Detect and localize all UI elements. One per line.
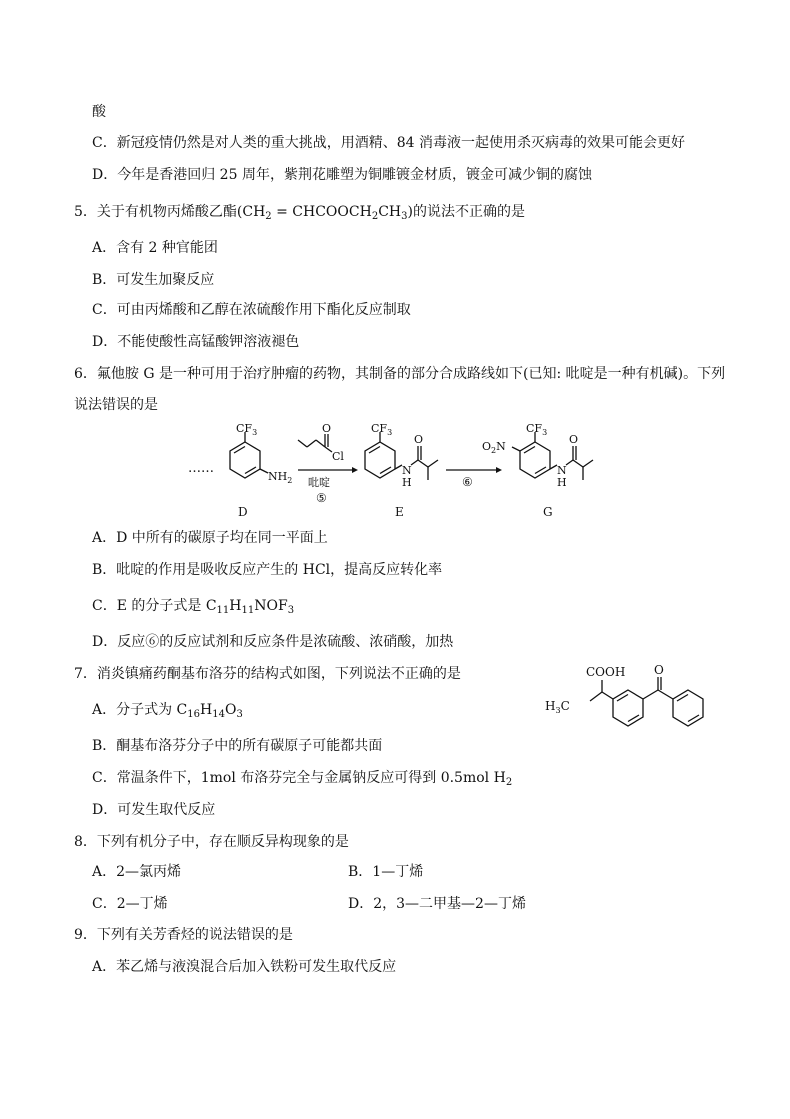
- e-n-label: N: [402, 464, 412, 477]
- q6-option-c: C．E 的分子式是 $C_{11}H_{11}NOF_3$: [92, 598, 295, 616]
- compound-g-structure: [512, 432, 593, 480]
- scheme-dots: ……: [188, 461, 214, 476]
- arrow-6-step-label: ⑥: [462, 475, 473, 489]
- q8-option-c: C．2—丁烯: [92, 896, 168, 912]
- q4-option-d: D．今年是香港回归 25 周年，紫荆花雕塑为铜雕镀金材质，镀金可减少铜的腐蚀: [92, 167, 592, 183]
- q5-option-c: C．可由丙烯酸和乙醇在浓硫酸作用下酯化反应制取: [92, 302, 411, 318]
- q7-option-a: A．分子式为 $C_{16}H_{14}O_3$: [92, 702, 243, 720]
- e-h-label: H: [402, 476, 412, 489]
- arrow-5-reagent-label: 吡啶: [308, 476, 330, 489]
- q7-option-d: D．可发生取代反应: [92, 802, 216, 818]
- g-no2-label: $O_2N$: [482, 440, 506, 455]
- g-o-label: O: [569, 433, 579, 446]
- q4-option-c: C．新冠疫情仍然是对人类的重大挑战，用酒精、84 消毒液一起使用杀灭病毒的效果可能会更好: [92, 135, 685, 151]
- cooh-label: COOH: [586, 665, 626, 679]
- e-o-label: O: [414, 433, 424, 446]
- d-cf3-label: $CF_3$: [236, 422, 258, 437]
- q5-option-d: D．不能使酸性高锰酸钾溶液褪色: [92, 334, 300, 350]
- q6-option-a: A．D 中所有的碳原子均在同一平面上: [92, 530, 328, 546]
- e-cf3-label: $CF_3$: [371, 422, 393, 437]
- g-h-label: H: [557, 476, 567, 489]
- q9-option-a: A．苯乙烯与液溴混合后加入铁粉可发生取代反应: [92, 959, 397, 975]
- q7-option-c: C．常温条件下，1mol 布洛芬完全与金属钠反应可得到 0.5mol $H_2$: [92, 770, 513, 788]
- q6-option-d: D．反应⑥的反应试剂和反应条件是浓硫酸、浓硝酸，加热: [92, 634, 454, 650]
- ketone-o-label: O: [654, 663, 664, 677]
- q8-option-d: D．2，3—二甲基—2—丁烯: [348, 896, 526, 912]
- q6-stem-line2: 说法错误的是: [74, 397, 158, 413]
- reagent-cl-label: Cl: [332, 450, 344, 463]
- label-e: E: [395, 505, 404, 519]
- g-cf3-label: $CF_3$: [526, 422, 548, 437]
- q8-option-a: A．2—氯丙烯: [92, 864, 182, 880]
- label-d: D: [238, 505, 248, 519]
- isobutyryl-chloride-structure: [298, 434, 332, 452]
- q8-option-b: B．1—丁烯: [348, 864, 424, 880]
- q6-option-b: B．吡啶的作用是吸收反应产生的 HCl，提高反应转化率: [92, 562, 443, 578]
- q7-option-b: B．酮基布洛芬分子中的所有碳原子可能都共面: [92, 738, 383, 754]
- q5-option-b: B．可发生加聚反应: [92, 272, 215, 288]
- h3c-label: $H_3C$: [545, 699, 570, 715]
- g-n-label: N: [557, 464, 567, 477]
- q5-formula: $CH_2$ = $CHCOOCH_2CH_3$: [242, 204, 408, 222]
- compound-d-structure: [230, 432, 268, 478]
- q6-stem-line1: 6．氟他胺 G 是一种可用于治疗肿瘤的药物，其制备的部分合成路线如下(已知: 吡啶是一种有机碱)。下列: [74, 366, 726, 382]
- q7-stem: 7．消炎镇痛药酮基布洛芬的结构式如图，下列说法不正确的是: [74, 666, 461, 682]
- label-g: G: [543, 505, 553, 519]
- q5-option-a: A．含有 2 种官能团: [92, 240, 218, 256]
- ketoprofen-structure: [540, 660, 730, 745]
- d-nh2-label: $NH_2$: [268, 470, 293, 485]
- arrow-5-step-label: ⑤: [316, 491, 327, 505]
- reagent-o-label: O: [322, 422, 332, 435]
- q6-synthesis-scheme: [180, 420, 740, 525]
- q4-continuation: 酸: [92, 104, 106, 120]
- q9-stem: 9．下列有关芳香烃的说法错误的是: [74, 927, 293, 943]
- q5-stem: 5．关于有机物丙烯酸乙酯($CH_2$ = $CHCOOCH_2CH_3$)的说法不正确的是: [74, 204, 525, 222]
- q8-stem: 8．下列有机分子中，存在顺反异构现象的是: [74, 834, 349, 850]
